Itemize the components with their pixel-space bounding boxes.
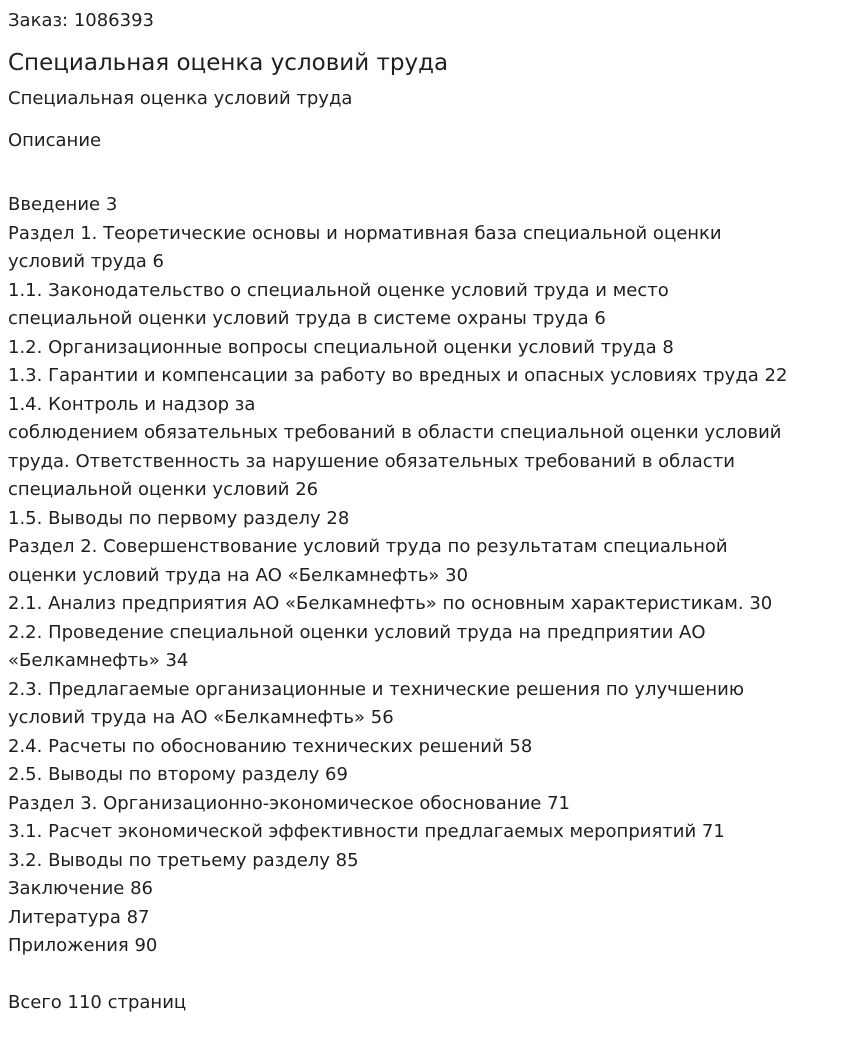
toc-item: 2.4. Расчеты по обоснованию технических решений 58 <box>8 735 533 757</box>
toc-item: 3.2. Выводы по третьему разделу 85 <box>8 849 359 871</box>
description-label: Описание <box>8 130 102 151</box>
toc-item: 2.2. Проведение специальной оценки условий труда на предприятии АО «Белкамнефть» 34 <box>8 621 706 671</box>
toc-item: 1.3. Гарантии и компенсации за работу во вредных и опасных условиях труда 22 <box>8 365 788 386</box>
toc-item: 2.3. Предлагаемые организационные и технические решения по улучшению условий труда на АО «Белкамнефть» 56 <box>8 678 744 728</box>
toc-item: Литература 87 <box>8 906 150 928</box>
total-pages: Всего 110 страниц <box>8 991 187 1013</box>
page-title: Специальная оценка условий труда <box>8 50 449 76</box>
toc-item: Раздел 3. Организационно-экономическое обоснование 71 <box>8 792 570 814</box>
order-number: Заказ: 1086393 <box>8 10 154 31</box>
toc-item: 2.1. Анализ предприятия АО «Белкамнефть» по основным характеристикам. 30 <box>8 593 773 614</box>
toc-item: Заключение 86 <box>8 878 153 899</box>
toc-item: Приложения 90 <box>8 935 158 956</box>
page-subtitle: Специальная оценка условий труда <box>8 88 353 109</box>
toc-item: 1.1. Законодательство о специальной оценке условий труда и место специальной оценки условий труда в системе охраны труда 6 <box>8 279 669 329</box>
toc-item: Раздел 2. Совершенствование условий труда по результатам специальной оценки условий труда на АО «Белкамнефть» 30 <box>8 536 728 586</box>
toc-item: 2.5. Выводы по второму разделу 69 <box>8 764 348 785</box>
toc-item: Введение 3 <box>8 194 118 215</box>
toc-item: 3.1. Расчет экономической эффективности предлагаемых мероприятий 71 <box>8 821 725 842</box>
toc-item: 1.4. Контроль и надзор за соблюдением обязательных требований в области специальной оценки условий труда. Ответственность за нарушение обязательных требований в области специальной оценки условий 26 <box>8 393 782 500</box>
toc-item: 1.5. Выводы по первому разделу 28 <box>8 507 350 529</box>
toc-item: Раздел 1. Теоретические основы и нормативная база специальной оценки условий труда 6 <box>8 222 722 272</box>
toc-item: 1.2. Организационные вопросы специальной оценки условий труда 8 <box>8 336 674 358</box>
table-of-contents <box>8 191 839 961</box>
